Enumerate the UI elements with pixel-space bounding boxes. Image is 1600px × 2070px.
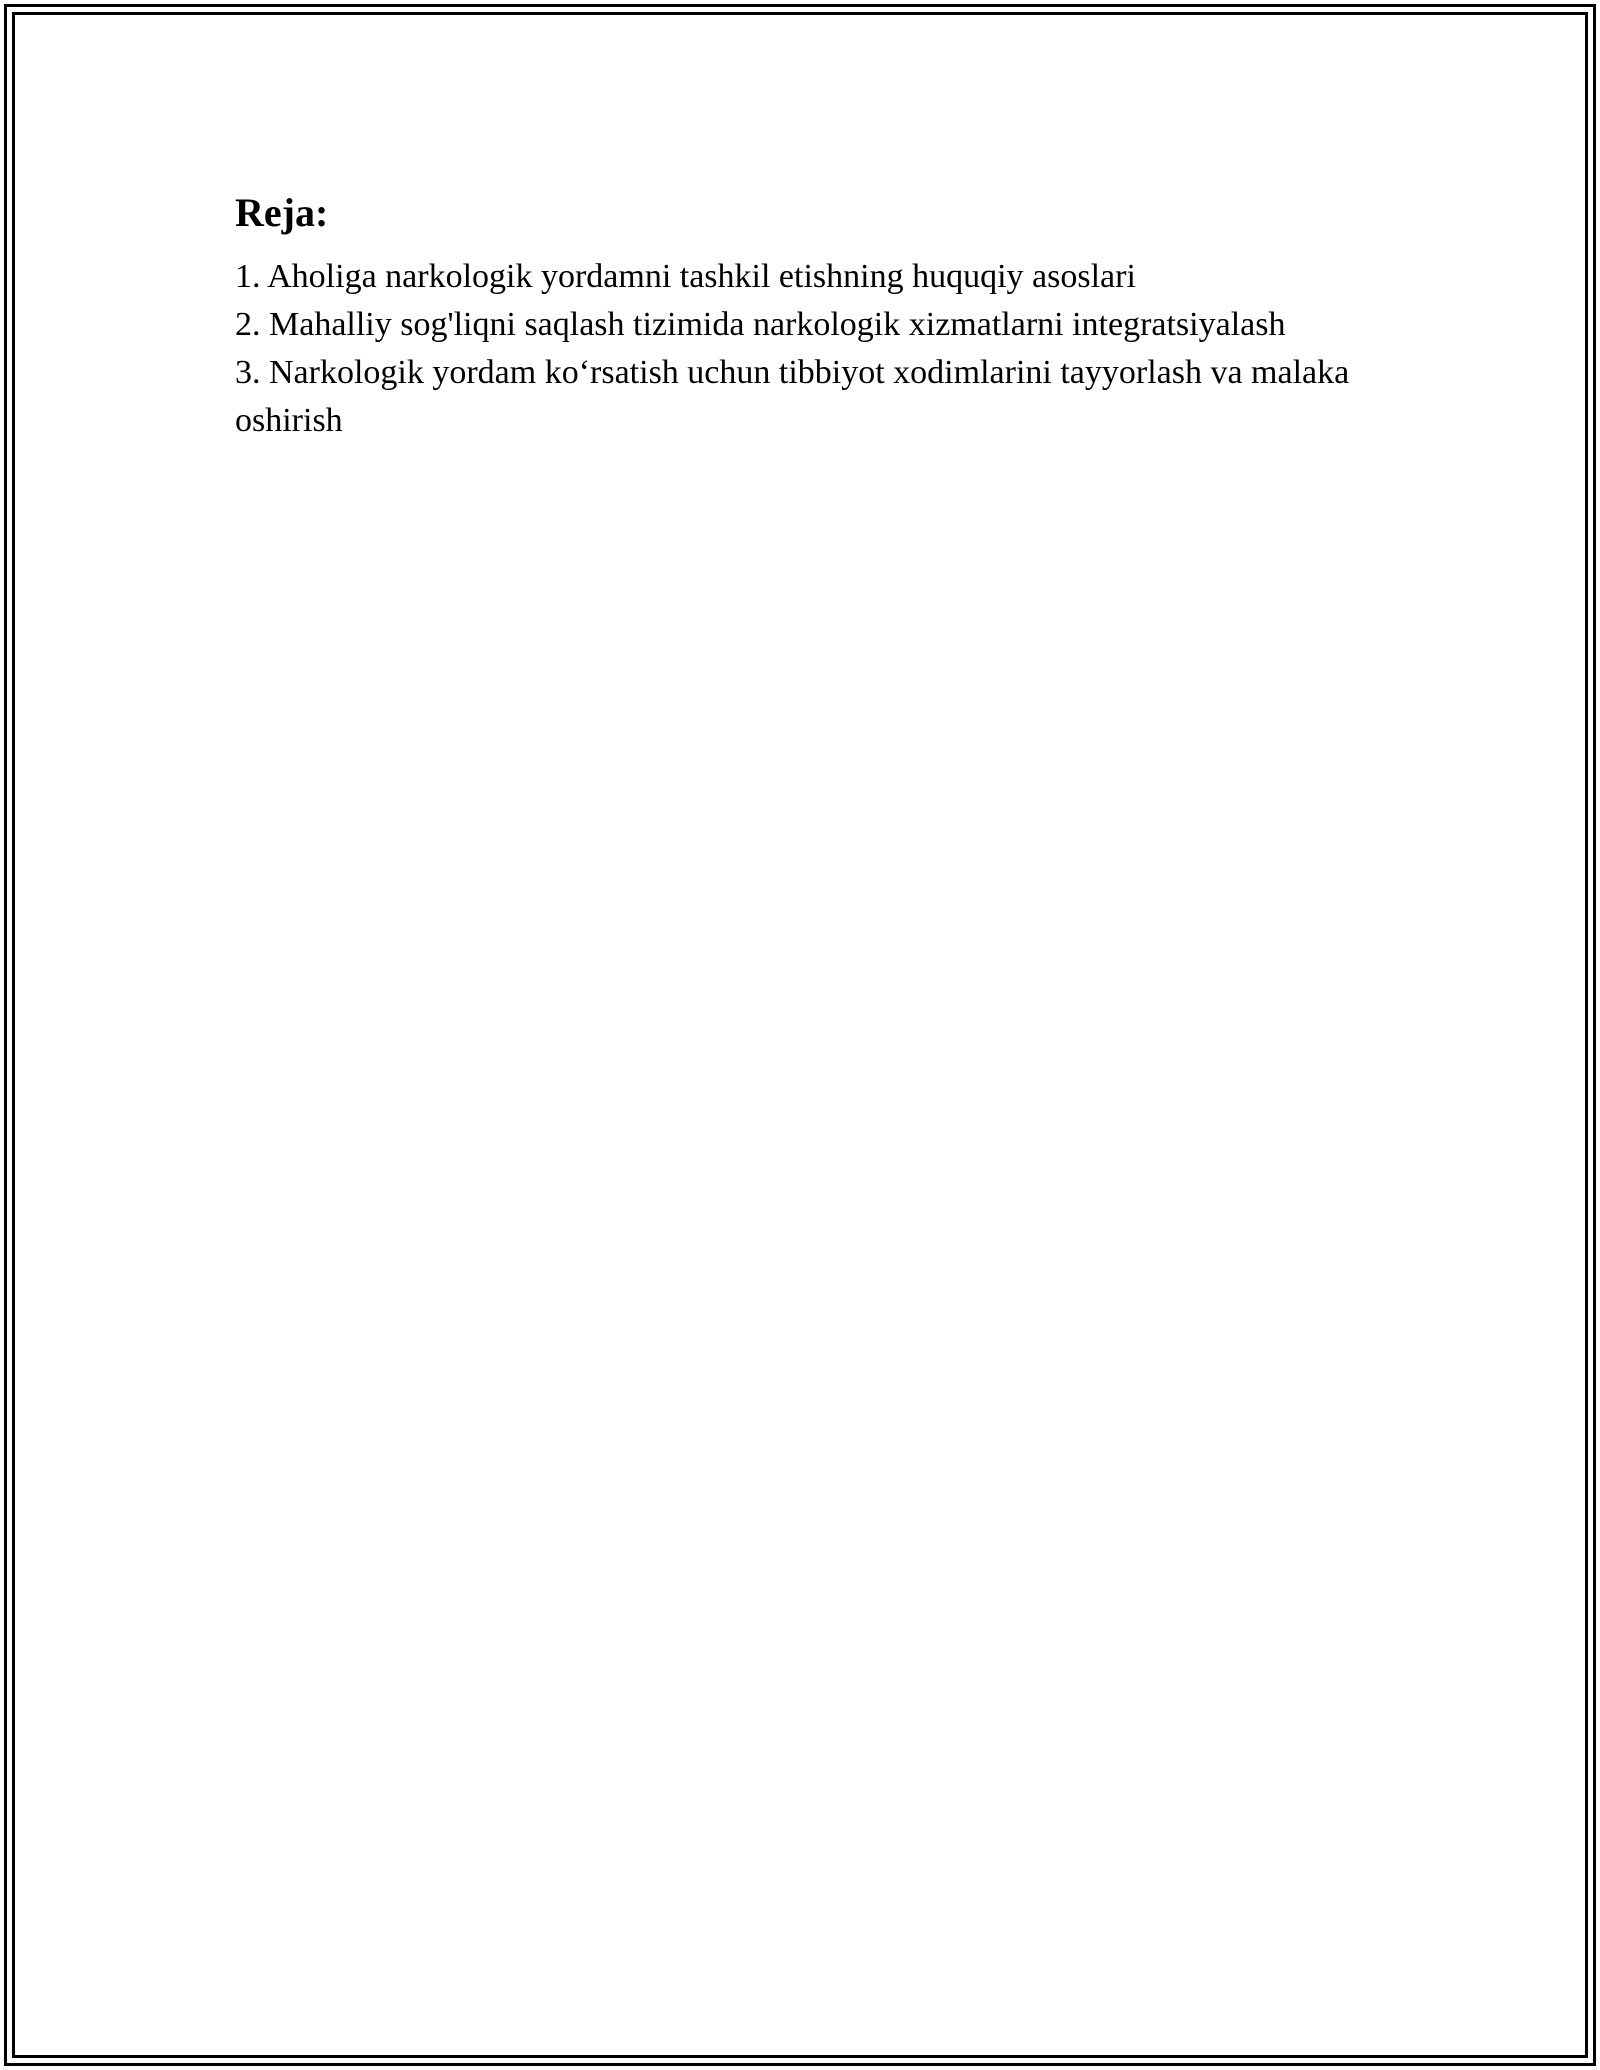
plan-list: [235, 253, 1385, 445]
plan-item-3: 3. Narkologik yordam koʻrsatish uchun tibbiyot xodimlarini tayyorlash va malaka oshirish: [235, 354, 1350, 439]
plan-item-1: 1. Aholiga narkologik yordamni tashkil etishning huquqiy asoslari: [235, 258, 1136, 295]
document-body: [235, 183, 1385, 445]
plan-item-2: 2. Mahalliy sog'liqni saqlash tizimida narkologik xizmatlarni integratsiyalash: [235, 306, 1286, 343]
plan-heading: Reja:: [235, 190, 329, 235]
